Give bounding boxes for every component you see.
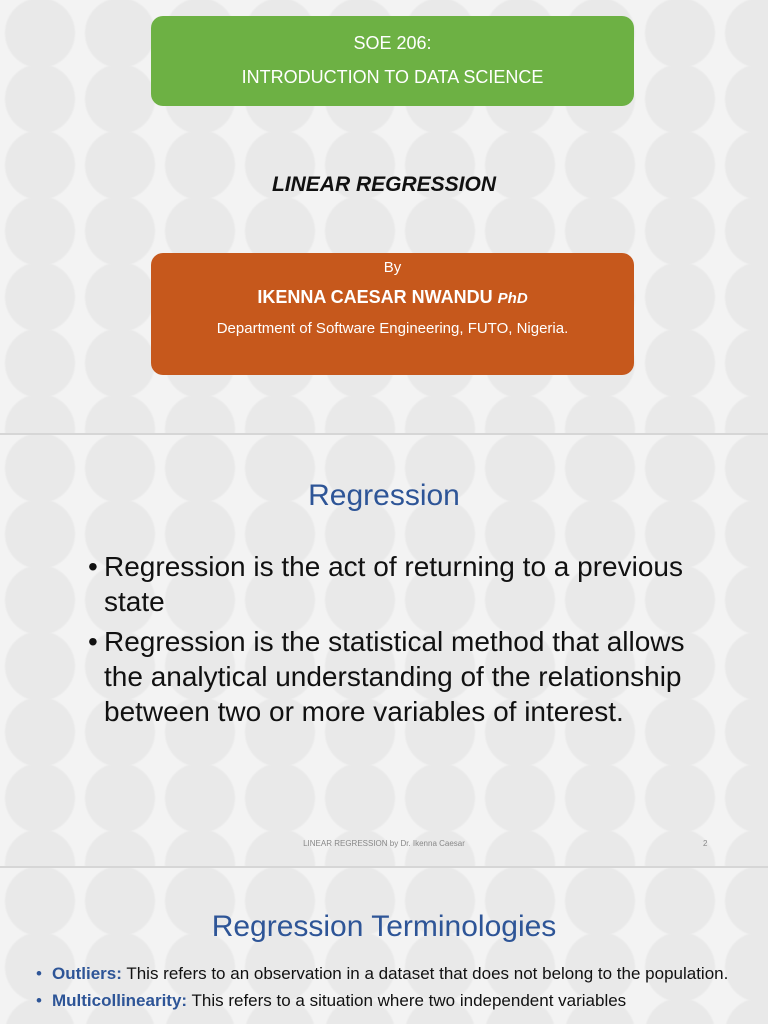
topic-title: LINEAR REGRESSION: [271, 173, 497, 196]
bullet-text: Regression is the statistical method that allows the analytical understanding of the relationship between two or more variables of interest.: [104, 626, 685, 727]
term-label: Multicollinearity:: [52, 991, 188, 1010]
term-label: Outliers:: [52, 964, 122, 983]
regression-slide: [0, 435, 768, 866]
list-item: [88, 624, 688, 729]
list-item: [36, 989, 736, 1012]
by-label: By: [383, 259, 402, 276]
department: Department of Software Engineering, FUTO, Nigeria.: [216, 320, 569, 337]
list-item: [36, 962, 736, 985]
slide-heading: Regression Terminologies: [211, 910, 557, 943]
bullet-marker: •: [88, 626, 98, 657]
page-number: 2: [703, 839, 708, 848]
author-name-text: IKENNA CAESAR NWANDU: [257, 287, 493, 307]
bullet-marker: •: [36, 964, 42, 983]
list-item: [88, 549, 688, 619]
slide-heading: Regression: [308, 479, 460, 512]
author-banner: [151, 253, 634, 375]
author-name: [151, 287, 634, 308]
term-definition: This refers to a situation where two independent variables: [187, 991, 627, 1010]
title-slide: [0, 0, 768, 433]
terminologies-slide: [0, 868, 768, 1024]
course-title: INTRODUCTION TO DATA SCIENCE: [241, 67, 544, 87]
bullet-marker: •: [88, 551, 98, 582]
slide-footer: LINEAR REGRESSION by Dr. Ikenna Caesar: [303, 839, 465, 848]
terminology-list: [36, 962, 736, 1016]
term-definition: This refers to an observation in a dataset that does not belong to the population.: [121, 964, 729, 983]
course-banner: [151, 16, 634, 106]
course-code: SOE 206:: [353, 33, 432, 53]
author-degree: PhD: [497, 290, 528, 307]
bullet-marker: •: [36, 991, 42, 1010]
bullet-text: Regression is the act of returning to a previous state: [104, 551, 683, 617]
bullet-list: [88, 549, 688, 734]
